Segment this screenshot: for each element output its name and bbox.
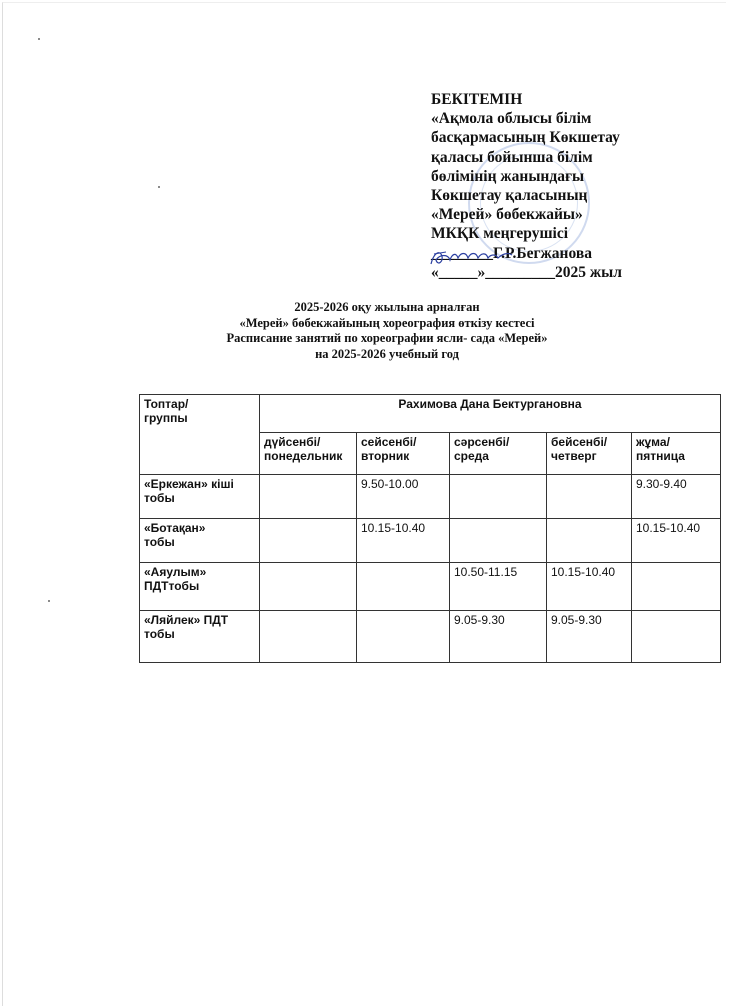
day-header-thursday: бейсенбі/ четверг [547,433,632,475]
schedule-cell [632,563,721,611]
schedule-cell: 10.50-11.15 [450,563,547,611]
title-line: «Мерей» бөбекжайының хореография өткізу кестесі [239,315,535,330]
table-row [140,475,721,519]
approval-line: бөлімінің жанындағы [431,167,585,185]
approval-line: МКҚК меңгерушісі [431,225,569,243]
approval-line: Көкшетау қаласының [431,187,588,205]
table-row [140,563,721,611]
teacher-name-cell: Рахимова Дана Бектургановна [260,395,721,433]
schedule-cell: 9.50-10.00 [357,475,450,519]
schedule-cell: 9.30-9.40 [632,475,721,519]
group-name-cell: «Ляйлек» ПДТ тобы [140,611,260,663]
title-line: 2025-2026 оқу жылына арналған [294,300,480,314]
schedule-cell: 10.15-10.40 [632,519,721,563]
schedule-cell [260,475,357,519]
scan-speck [158,186,160,188]
day-header-wednesday: сәрсенбі/ среда [450,433,547,475]
groups-header-cell: Топтар/ группы [140,395,260,475]
approval-heading: БЕКІТЕМІН [431,91,523,108]
schedule-cell [357,563,450,611]
title-line: Расписание занятий по хореографии ясли- сада «Мерей» [226,331,548,346]
group-name-cell: «Еркежан» кіші тобы [140,475,260,519]
schedule-cell: 9.05-9.30 [547,611,632,663]
schedule-cell [260,563,357,611]
approval-line: басқармасының Көкшетау [431,129,620,147]
approval-line: «Ақмола облысы білім [431,110,592,128]
schedule-cell [450,475,547,519]
group-name-cell: «Ботақан» тобы [140,519,260,563]
day-header-monday: дүйсенбі/ понедельник [260,433,357,475]
schedule-cell [632,611,721,663]
day-header-tuesday: сейсенбі/ вторник [357,433,450,475]
schedule-cell: 10.15-10.40 [357,519,450,563]
table-row [140,519,721,563]
schedule-cell [260,519,357,563]
schedule-cell [450,519,547,563]
schedule-cell: 10.15-10.40 [547,563,632,611]
table-row [140,611,721,663]
handwritten-signature [428,246,514,270]
title-line: на 2025-2026 учебный год [315,346,459,361]
approval-line: «Мерей» бөбекжайы» [431,206,583,224]
document-title [0,300,732,362]
table-header-row [140,395,721,433]
day-header-friday: жұма/ пятница [632,433,721,475]
scan-speck [48,600,50,602]
schedule-cell: 9.05-9.30 [450,611,547,663]
schedule-cell [357,611,450,663]
group-name-cell: «Аяулым» ПДТтобы [140,563,260,611]
schedule-table [139,394,721,663]
schedule-cell [547,519,632,563]
approval-signature-line: ________Г.Р.Бегжанова [431,244,592,262]
approval-line: қаласы бойынша білім [431,148,593,166]
approval-date-line: «_____»_________2025 жыл [431,263,622,281]
schedule-cell [260,611,357,663]
scan-speck [38,38,40,40]
schedule-cell [547,475,632,519]
